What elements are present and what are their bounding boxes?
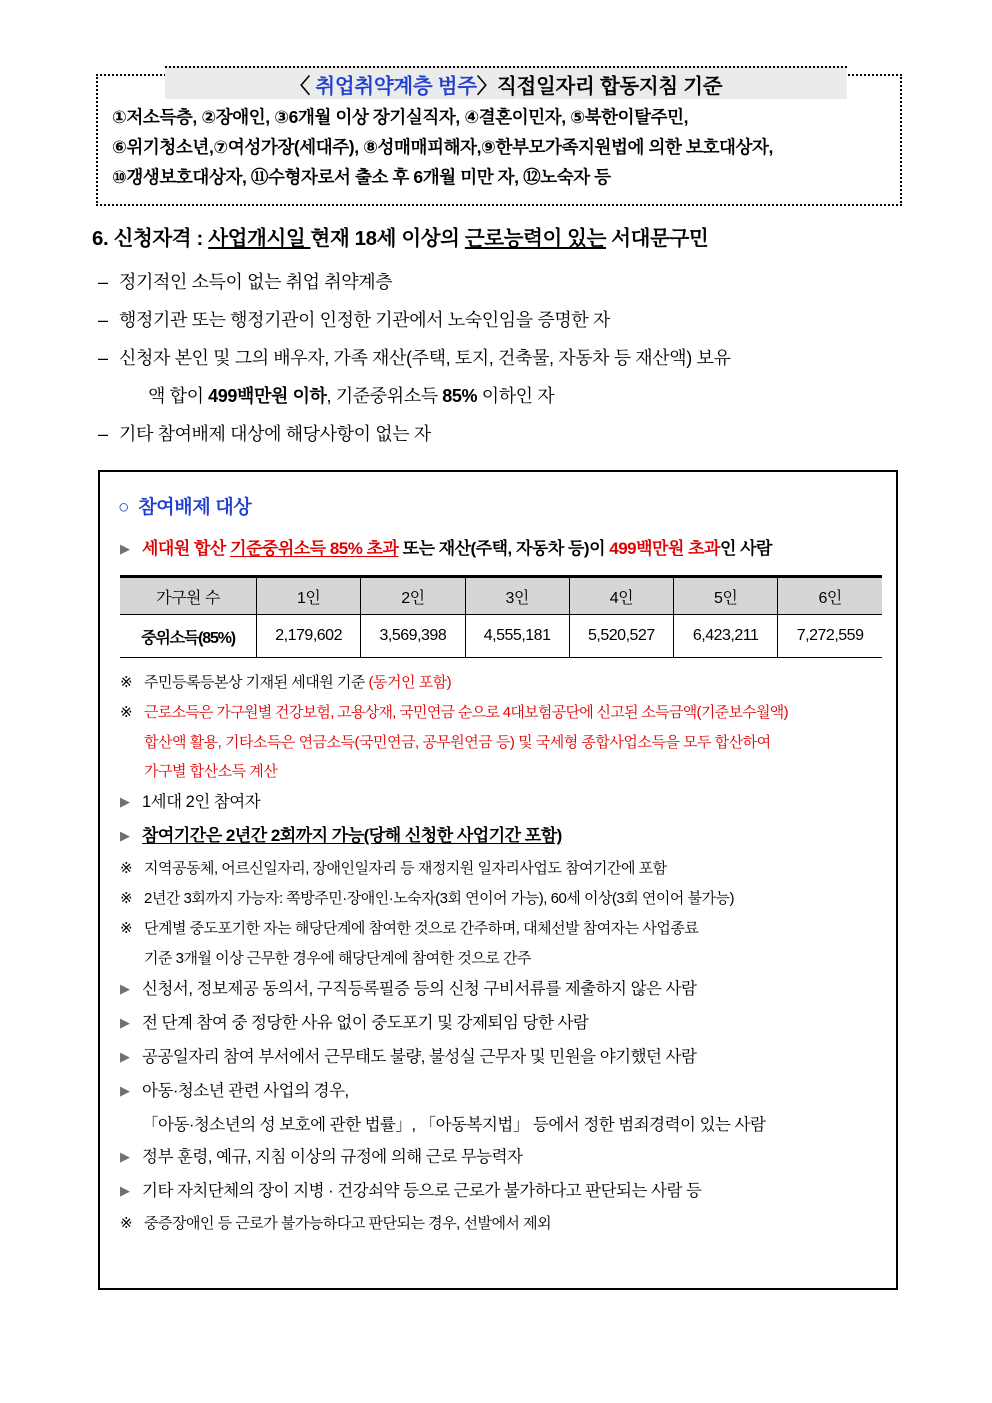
exclusion-bullet-two-per-household: [118, 786, 880, 818]
exclusion-heading-text: 참여배제 대상: [138, 497, 252, 518]
section-6-tail: 서대문구민: [605, 227, 709, 250]
table-cell-6: 7,272,559: [778, 615, 882, 658]
note-red-text: (동거인 포함): [368, 674, 452, 691]
triangle-bullet-icon: ▶: [120, 1015, 130, 1030]
category-title: [290, 69, 723, 99]
table-cell-1: 2,179,602: [257, 615, 361, 658]
section-6-item-1-text: 정기적인 소득이 없는 취업 취약계층: [119, 272, 393, 292]
table-header-household: 가구원 수: [120, 577, 257, 615]
median-income-table: [120, 575, 882, 658]
note-income-calculation-line-3: 가구별 합산소득 계산: [144, 763, 278, 780]
asterisk-marker-icon: ※: [120, 1215, 133, 1232]
note-resident-registration: [118, 668, 880, 697]
triangle-bullet-icon: ▶: [120, 981, 130, 996]
table-head: [120, 577, 882, 615]
cont-part-c: , 기준중위소득: [326, 386, 443, 406]
dash-marker: –: [98, 310, 108, 330]
bullet-text: 1세대 2인 참여자: [142, 793, 261, 811]
table-header-2: 2인: [361, 577, 465, 615]
exclusion-bullet-participation-period: [118, 820, 880, 852]
note-text: 단계별 중도포기한 자는 해당단계에 참여한 것으로 간주하며, 대체선발 참여자는 사업종료: [144, 920, 699, 937]
circle-marker-icon: ○: [118, 497, 130, 518]
section-6-item-4: [92, 415, 942, 453]
dash-marker: –: [98, 272, 108, 292]
note-severe-disability: [118, 1209, 880, 1238]
table-header-3: 3인: [465, 577, 569, 615]
table-header-5: 5인: [674, 577, 778, 615]
exclusion-bullet-government-rules: [118, 1141, 880, 1173]
category-title-suffix: 〉직접일자리 합동지침 기준: [476, 74, 723, 98]
asterisk-marker-icon: ※: [120, 890, 133, 907]
section-6-underline-1: 사업개시일: [208, 227, 311, 250]
section-6-label: 신청자격 :: [113, 227, 209, 250]
exclusion-bullet-missing-documents: [118, 973, 880, 1005]
section-6-list: [92, 263, 942, 453]
red-note-line-1: 근로소득은 가구원별 건강보험, 고용상재, 국민연금 순으로 4대보험공단에 신고된 소득금액(기준보수월액): [144, 704, 788, 721]
cont-part-e: 이하인 자: [477, 386, 555, 406]
category-title-band: [165, 66, 847, 99]
section-6-mid: 현재 18세 이상의: [310, 227, 465, 250]
bullet-text: 공공일자리 참여 부서에서 근무태도 불량, 불성실 근무자 및 민원을 야기했던 사람: [142, 1048, 697, 1066]
category-title-highlight: 취업취약계층 범주: [315, 74, 477, 98]
section-6-underline-2: 근로능력이 있는: [464, 227, 606, 250]
bullet-black-mid: 또는 재산(주택, 자동차 등)이: [398, 539, 610, 558]
table-header-6: 6인: [778, 577, 882, 615]
category-title-prefix: 〈: [289, 74, 316, 98]
bullet-text: 신청서, 정보제공 동의서, 구직등록필증 등의 신청 구비서류를 제출하지 않은 사람: [142, 980, 697, 998]
section-6-item-4-text: 기타 참여배제 대상에 해당사항이 없는 자: [119, 424, 431, 444]
bullet-text: 아동·청소년 관련 사업의 경우,: [142, 1082, 349, 1100]
category-line-2: ⑥위기청소년,⑦여성가장(세대주), ⑧성매매피해자,⑨한부모가족지원법에 의한 보호대상자,: [112, 137, 773, 157]
section-6: [92, 224, 942, 453]
table-cell-2: 3,569,398: [361, 615, 465, 658]
exclusion-bullet-poor-attitude: [118, 1041, 880, 1073]
bullet-red-part-2: 499백만원 초과: [609, 539, 720, 558]
section-6-heading: [92, 224, 942, 254]
exclusion-heading: [118, 492, 880, 519]
table-row-label: 중위소득(85%): [120, 615, 257, 658]
note-period-three-times: [118, 884, 880, 913]
table-cell-4: 5,520,527: [569, 615, 673, 658]
bullet-text: 전 단계 참여 중 정당한 사유 없이 중도포기 및 강제퇴임 당한 사람: [142, 1014, 589, 1032]
table-cell-5: 6,423,211: [674, 615, 778, 658]
note-income-calculation-line-2: 합산액 활용, 기타소득은 연금소득(국민연금, 공무원연금 등) 및 국세형 종합사업소득을 모두 합산하여: [144, 734, 771, 751]
note-text: 지역공동체, 어르신일자리, 장애인일자리 등 재정지원 일자리사업도 참여기간에 포함: [144, 860, 667, 877]
bullet-red-underlined: 기준중위소득 85% 초과: [230, 539, 399, 558]
asterisk-marker-icon: ※: [120, 674, 133, 691]
cont-amount: 499백만원 이하: [208, 386, 327, 406]
bullet-red-part-1: 세대원 합산: [142, 539, 231, 558]
cont-part-a: 액 합이: [148, 386, 209, 406]
triangle-bullet-icon: ▶: [120, 1149, 130, 1164]
dash-marker: –: [98, 348, 108, 368]
exclusion-criteria-box: [98, 470, 898, 1290]
bullet-text: 정부 훈령, 예규, 지침 이상의 규정에 의해 근로 무능력자: [142, 1148, 523, 1166]
category-line-3: ⑩갱생보호대상자, ⑪수형자로서 출소 후 6개월 미만 자, ⑫노숙자 등: [112, 167, 611, 187]
exclusion-bullet-child-youth-continuation: 「아동·청소년의 성 보호에 관한 법률」, 「아동복지법」 등에서 정한 범죄경력이 있는 사람: [142, 1116, 766, 1134]
section-6-item-3: [92, 339, 942, 377]
table-header-4: 4인: [569, 577, 673, 615]
triangle-bullet-icon: ▶: [120, 1083, 130, 1098]
section-6-number: 6.: [92, 227, 109, 250]
asterisk-marker-icon: ※: [120, 920, 133, 937]
table-row: [120, 615, 882, 658]
note-text: 중증장애인 등 근로가 불가능하다고 판단되는 경우, 선발에서 제외: [144, 1215, 552, 1232]
note-stage-dropout: [118, 914, 880, 943]
note-text: 2년간 3회까지 가능자: 쪽방주민·장애인·노숙자(3회 연이어 가능), 60세 이상(3회 연이어 불가능): [144, 890, 735, 907]
table-cell-3: 4,555,181: [465, 615, 569, 658]
section-6-item-2-text: 행정기관 또는 행정기관이 인정한 기관에서 노숙인임을 증명한 자: [119, 310, 610, 330]
table-body: [120, 615, 882, 658]
table-header-1: 1인: [257, 577, 361, 615]
section-6-item-2: [92, 301, 942, 339]
triangle-bullet-icon: ▶: [120, 794, 130, 809]
triangle-bullet-icon: ▶: [120, 828, 130, 843]
triangle-bullet-icon: ▶: [120, 1049, 130, 1064]
asterisk-marker-icon: ※: [120, 860, 133, 877]
triangle-bullet-icon: ▶: [120, 541, 130, 556]
asterisk-marker-icon: ※: [120, 704, 132, 721]
note-period-included-programs: [118, 854, 880, 883]
bullet-text: 참여기간은 2년간 2회까지 가능(당해 신청한 사업기간 포함): [142, 826, 562, 845]
table-header-row: [120, 577, 882, 615]
category-line-1: ①저소득층, ②장애인, ③6개월 이상 장기실직자, ④결혼이민자, ⑤북한이탈주민,: [112, 107, 689, 127]
cont-percent: 85%: [442, 386, 478, 406]
section-6-item-3-text: 신청자 본인 및 그의 배우자, 가족 재산(주택, 토지, 건축물, 자동차 등 재산액) 보유: [119, 348, 731, 368]
note-stage-dropout-continuation: 기준 3개월 이상 근무한 경우에 해당단계에 참여한 것으로 간주: [144, 950, 531, 967]
exclusion-bullet-health-incapacity: [118, 1175, 880, 1207]
bullet-text: 기타 자치단체의 장이 지병 · 건강쇠약 등으로 근로가 불가하다고 판단되는 사람 등: [142, 1182, 702, 1200]
triangle-bullet-icon: ▶: [120, 1183, 130, 1198]
note-income-calculation: [118, 698, 880, 727]
dash-marker: –: [98, 424, 108, 444]
note-black-text: 주민등록등본상 기재된 세대원 기준: [144, 674, 369, 691]
section-6-item-1: [92, 263, 942, 301]
exclusion-bullet-child-youth: [118, 1075, 880, 1107]
section-6-item-3-continuation: [92, 377, 942, 415]
bullet-black-tail: 인 사람: [719, 539, 772, 558]
exclusion-bullet-income: [118, 533, 880, 565]
exclusion-bullet-prior-dropout: [118, 1007, 880, 1039]
